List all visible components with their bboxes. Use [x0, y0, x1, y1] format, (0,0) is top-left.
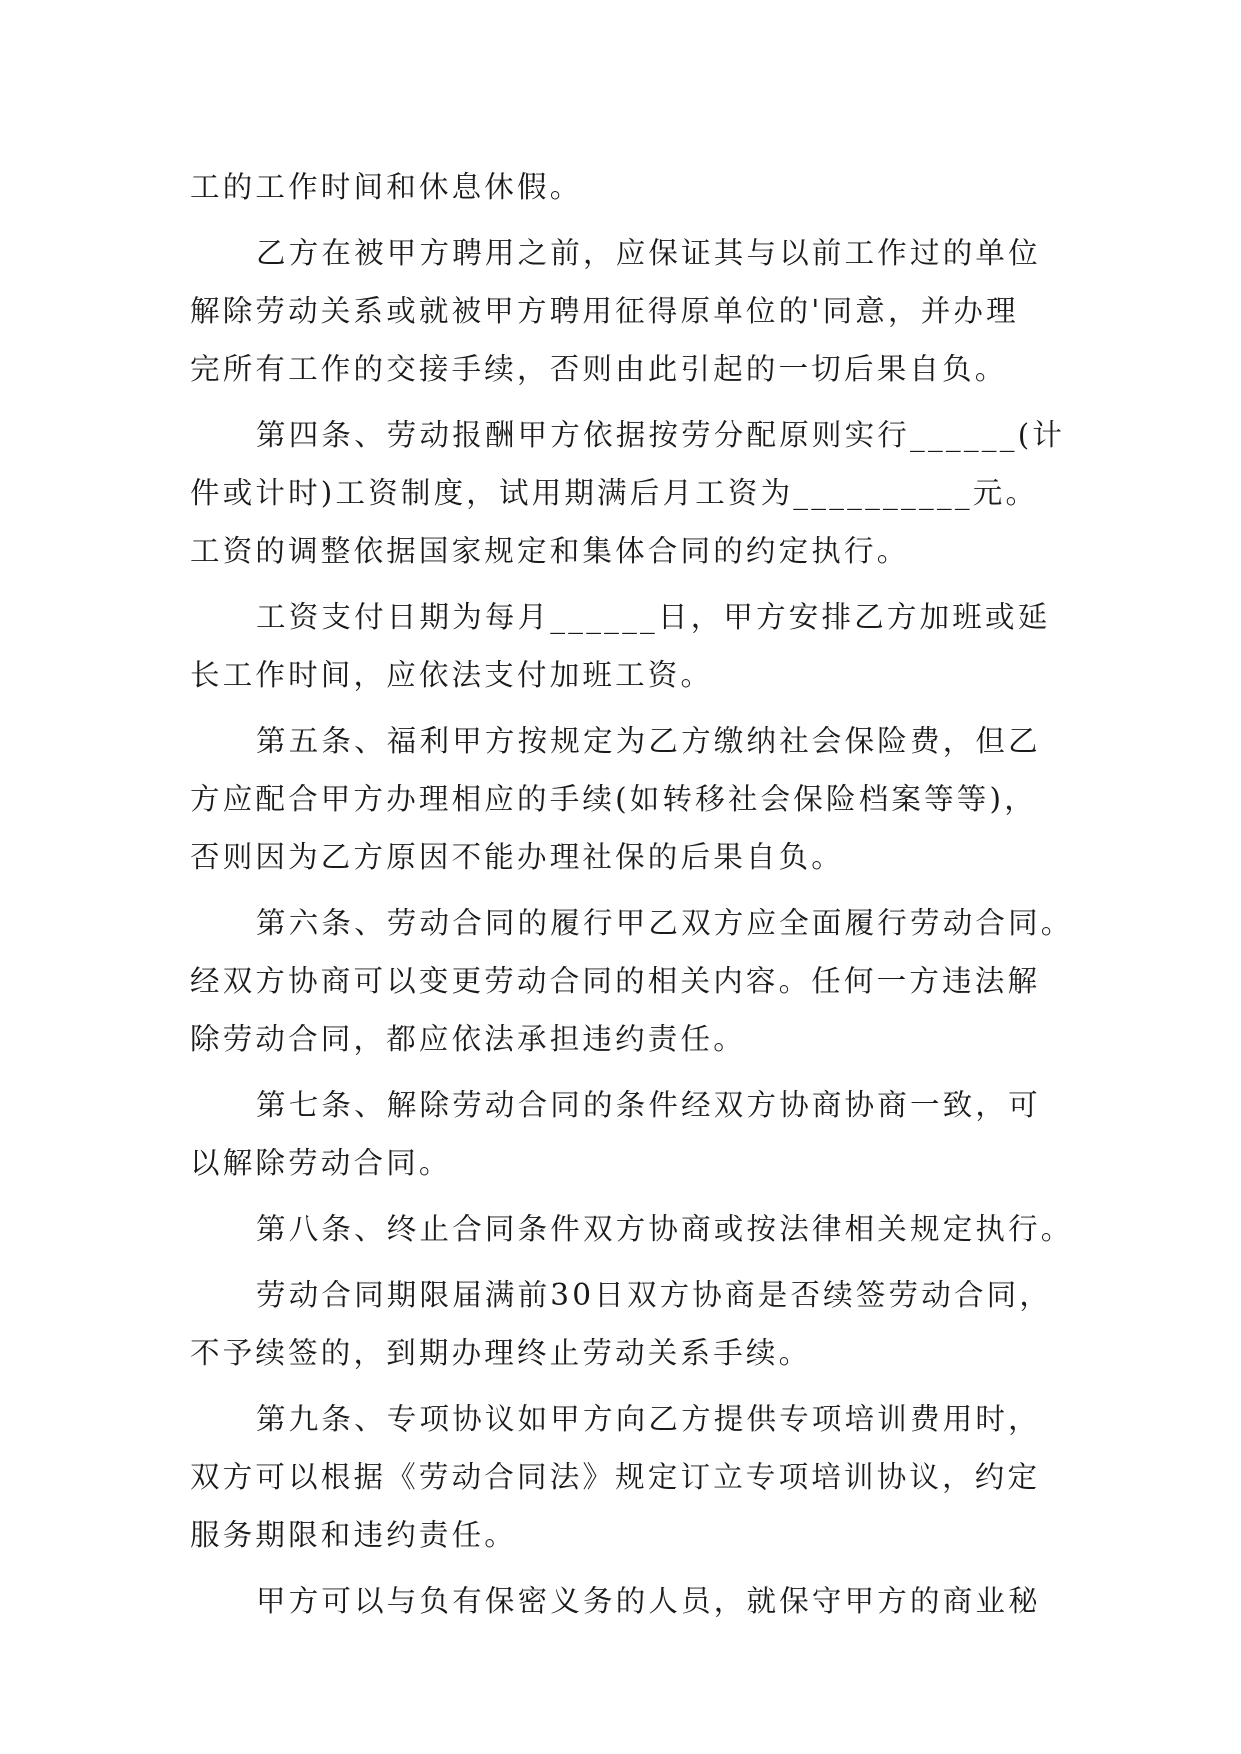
text-line: 双方可以根据《劳动合同法》规定订立专项培训协议，约定	[190, 1460, 1041, 1494]
text-line: 工的工作时间和休息休假。	[190, 170, 583, 204]
text-line: 除劳动合同，都应依法承担违约责任。	[190, 1022, 746, 1056]
article-six-heading-line: 第六条、劳动合同的履行甲乙双方应全面履行劳动合同。	[256, 906, 1074, 940]
paragraph-first-line: 甲方可以与负有保密义务的人员，就保守甲方的商业秘	[256, 1584, 1041, 1618]
text-line: 长工作时间，应依法支付加班工资。	[190, 658, 714, 692]
article-seven-heading-line: 第七条、解除劳动合同的条件经双方协商协商一致，可	[256, 1088, 1041, 1122]
text-line: 完所有工作的交接手续，否则由此引起的一切后果自负。	[190, 352, 1008, 386]
text-line: 不予续签的，到期办理终止劳动关系手续。	[190, 1336, 812, 1370]
paragraph-first-line: 乙方在被甲方聘用之前，应保证其与以前工作过的单位	[256, 236, 1041, 270]
paragraph-first-line: 劳动合同期限届满前30日双方协商是否续签劳动合同，	[256, 1278, 1053, 1312]
text-line: 以解除劳动合同。	[190, 1146, 452, 1180]
document-body	[190, 158, 1074, 1630]
article-five-heading-line: 第五条、福利甲方按规定为乙方缴纳社会保险费，但乙	[256, 724, 1041, 758]
text-line: 经双方协商可以变更劳动合同的相关内容。任何一方违法解	[190, 964, 1041, 998]
text-line: 件或计时)工资制度，试用期满后月工资为__________元。	[190, 476, 1039, 510]
article-eight-heading-line: 第八条、终止合同条件双方协商或按法律相关规定执行。	[256, 1212, 1074, 1246]
text-line: 服务期限和违约责任。	[190, 1518, 518, 1552]
paragraph-first-line: 工资支付日期为每月______日，甲方安排乙方加班或延	[256, 600, 1051, 634]
text-line: 工资的调整依据国家规定和集体合同的约定执行。	[190, 534, 910, 568]
text-line: 否则因为乙方原因不能办理社保的后果自负。	[190, 840, 845, 874]
article-nine-heading-line: 第九条、专项协议如甲方向乙方提供专项培训费用时，	[256, 1402, 1041, 1436]
text-line: 方应配合甲方办理相应的手续(如转移社会保险档案等等)，	[190, 782, 1037, 816]
text-line: 解除劳动关系或就被甲方聘用征得原单位的'同意，并办理	[190, 294, 1019, 328]
article-four-heading-line: 第四条、劳动报酬甲方依据按劳分配原则实行______(计	[256, 418, 1066, 452]
